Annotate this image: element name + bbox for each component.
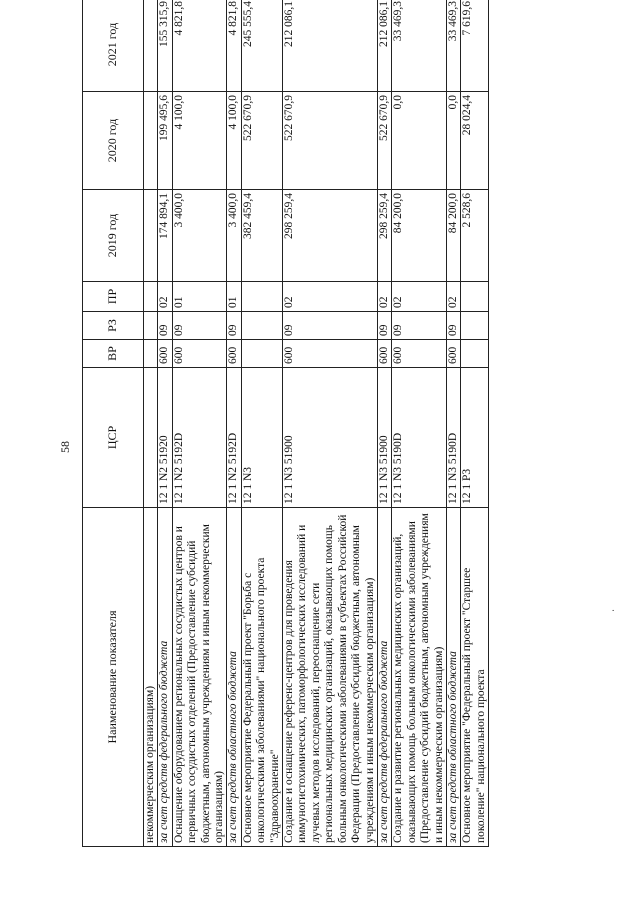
cell-2021: 212 086,1 [377, 0, 391, 92]
cell-vr: 600 [283, 340, 378, 368]
cell-2019: 3 400,0 [227, 190, 241, 282]
cell-2020: 199 495,6 [158, 92, 172, 190]
cell-vr [241, 340, 282, 368]
cell-csr: 12 1 N3 [241, 368, 282, 508]
cell-pr: 02 [446, 282, 460, 312]
cell-csr: 12 1 N3 51900 [377, 368, 391, 508]
cell-2021: 4 821,8 [172, 0, 227, 92]
header-name: Наименование показателя [83, 508, 144, 847]
table-row [446, 0, 460, 847]
header-rz: РЗ [83, 312, 144, 340]
cell-2020: 522 670,9 [283, 92, 378, 190]
page-number: 58 [58, 441, 72, 453]
cell-2019: 84 200,0 [392, 190, 447, 282]
cell-pr: 02 [377, 282, 391, 312]
cell-name: за счет средств федерального бюджета [377, 508, 391, 847]
cell-2019: 3 400,0 [172, 190, 227, 282]
cell-2021: 155 315,9 [158, 0, 172, 92]
table-row [392, 0, 447, 847]
edge-mark: . [612, 603, 615, 613]
cell-name: за счет средств областного бюджета [227, 508, 241, 847]
cell-vr [461, 340, 489, 368]
cell-rz: 09 [283, 312, 378, 340]
cell-2020: 0,0 [392, 92, 447, 190]
header-2019: 2019 год [83, 190, 144, 282]
cell-2020: 522 670,9 [241, 92, 282, 190]
cell-2020: 522 670,9 [377, 92, 391, 190]
cell-2019: 84 200,0 [446, 190, 460, 282]
table-row [241, 0, 282, 847]
cell-csr: 12 1 N2 5192D [227, 368, 241, 508]
header-pr: ПР [83, 282, 144, 312]
cell-rz [144, 312, 158, 340]
cell-vr: 600 [377, 340, 391, 368]
cell-vr: 600 [446, 340, 460, 368]
cell-vr: 600 [392, 340, 447, 368]
header-vr: ВР [83, 340, 144, 368]
cell-2020: 0,0 [446, 92, 460, 190]
cell-rz: 09 [227, 312, 241, 340]
table-row [227, 0, 241, 847]
table-row [172, 0, 227, 847]
cell-name: Создание и развитие региональных медицинских организаций, оказывающих помощь больным онкологическими заболеваниями (Предоставление субсидий бюджетным, автономным учреждениям и иным некоммерческим организациям) [392, 508, 447, 847]
cell-2021: 7 619,6 [461, 0, 489, 92]
cell-2021: 4 821,8 [227, 0, 241, 92]
header-2021: 2021 год [83, 0, 144, 92]
cell-rz: 09 [392, 312, 447, 340]
cell-2019: 174 894,1 [158, 190, 172, 282]
cell-vr: 600 [158, 340, 172, 368]
table-row [144, 0, 158, 847]
cell-vr: 600 [172, 340, 227, 368]
cell-2021 [144, 0, 158, 92]
cell-2021: 245 555,4 [241, 0, 282, 92]
cell-csr: 12 1 N3 5190D [446, 368, 460, 508]
cell-2019: 298 259,4 [283, 190, 378, 282]
cell-csr: 12 1 P3 [461, 368, 489, 508]
table-row [158, 0, 172, 847]
cell-2021: 212 086,1 [283, 0, 378, 92]
cell-csr: 12 1 N3 5190D [392, 368, 447, 508]
header-csr: ЦСР [83, 368, 144, 508]
table-row [283, 0, 378, 847]
cell-2020: 4 100,0 [172, 92, 227, 190]
cell-pr: 01 [172, 282, 227, 312]
cell-2019: 298 259,4 [377, 190, 391, 282]
table-row [377, 0, 391, 847]
budget-table [82, 0, 489, 847]
table-header-row [83, 0, 144, 847]
cell-pr: 02 [392, 282, 447, 312]
cell-rz: 09 [172, 312, 227, 340]
cell-2020 [144, 92, 158, 190]
table-row [461, 0, 489, 847]
cell-csr [144, 368, 158, 508]
cell-vr: 600 [227, 340, 241, 368]
cell-csr: 12 1 N2 5192D [172, 368, 227, 508]
header-2020: 2020 год [83, 92, 144, 190]
cell-2019: 2 528,6 [461, 190, 489, 282]
cell-2020: 28 024,4 [461, 92, 489, 190]
cell-name: Основное мероприятие "Федеральный проект "Старшее поколение" национального проекта [461, 508, 489, 847]
cell-2019: 382 459,4 [241, 190, 282, 282]
cell-pr [144, 282, 158, 312]
cell-name: за счет средств областного бюджета [446, 508, 460, 847]
cell-rz: 09 [446, 312, 460, 340]
cell-2021: 33 469,3 [446, 0, 460, 92]
cell-name: за счет средств федерального бюджета [158, 508, 172, 847]
cell-pr: 02 [283, 282, 378, 312]
cell-pr [241, 282, 282, 312]
cell-vr [144, 340, 158, 368]
cell-rz [241, 312, 282, 340]
cell-name: Основное мероприятие Федеральный проект "Борьба с онкологическими заболеваниями" национального проекта "Здравоохранение" [241, 508, 282, 847]
cell-pr [461, 282, 489, 312]
cell-pr: 01 [227, 282, 241, 312]
cell-name: Создание и оснащение референс-центров для проведения иммуногистохимических, патоморфологических исследований и лучевых методов исследований, переоснащение сети региональных медицинских организаций, оказывающих помощь больным онкологическими заболеваниями в субъектах Российской Федерации (Предоставление субсидий бюджетным, автономным учреждениям и иным некоммерческим организациям) [283, 508, 378, 847]
cell-name: некоммерческим организациям) [144, 508, 158, 847]
cell-csr: 12 1 N3 51900 [283, 368, 378, 508]
cell-rz: 09 [158, 312, 172, 340]
rotated-table-area [82, 1, 607, 847]
cell-rz [461, 312, 489, 340]
cell-rz: 09 [377, 312, 391, 340]
cell-name: Оснащение оборудованием региональных сосудистых центров и первичных сосудистых отделений (Предоставление субсидий бюджетным, автономным учреждениям и иным некоммерческим организациям) [172, 508, 227, 847]
cell-csr: 12 1 N2 51920 [158, 368, 172, 508]
cell-2019 [144, 190, 158, 282]
cell-2020: 4 100,0 [227, 92, 241, 190]
cell-pr: 02 [158, 282, 172, 312]
cell-2021: 33 469,3 [392, 0, 447, 92]
